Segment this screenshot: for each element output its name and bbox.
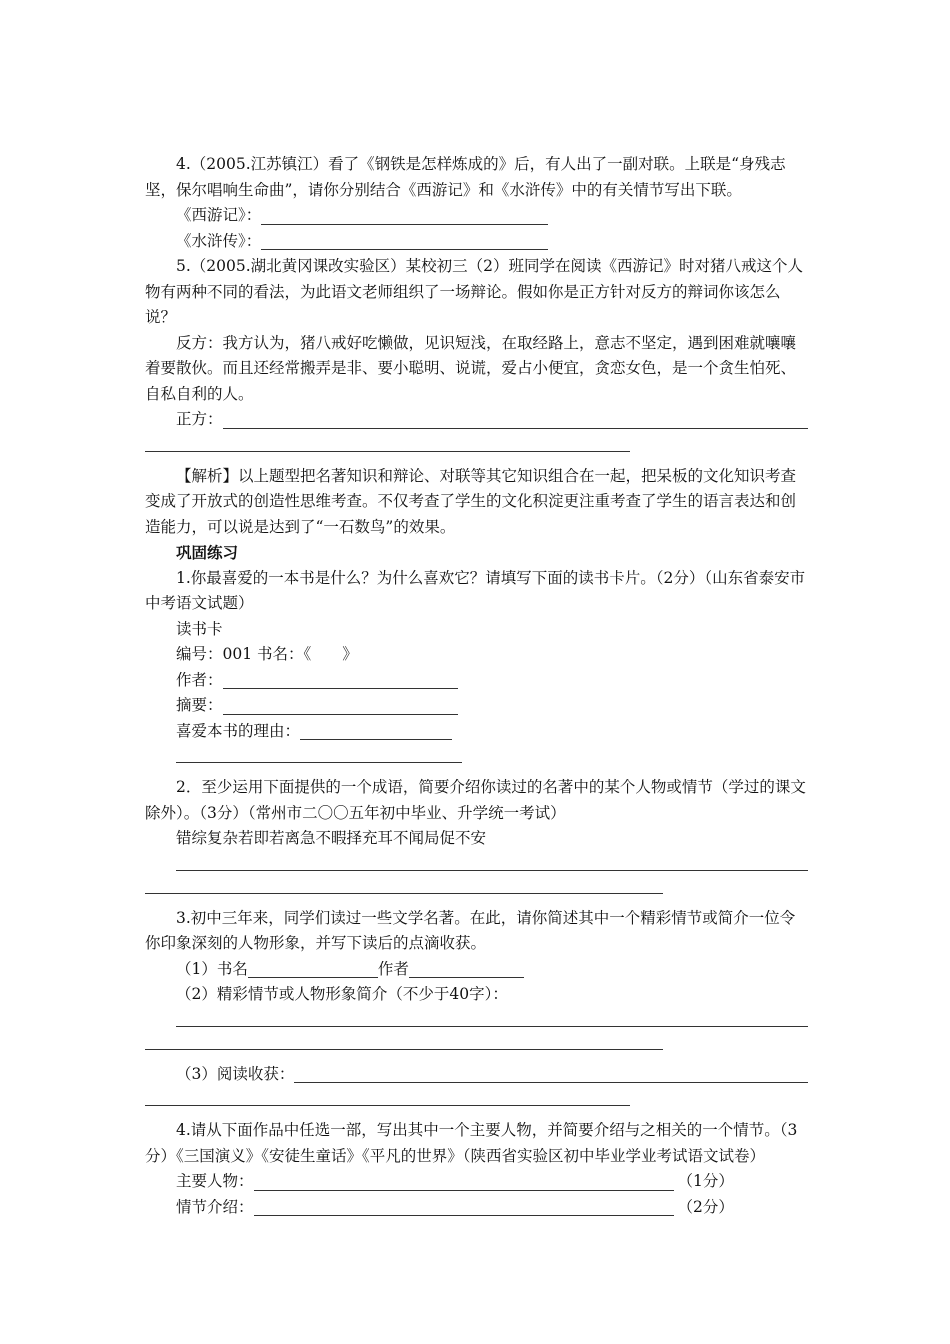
character-answer-line[interactable] xyxy=(254,1172,674,1191)
plot-label: 情节介绍： xyxy=(176,1197,254,1216)
shuihu-answer-row xyxy=(145,229,808,255)
shuihu-label: 《水浒传》： xyxy=(176,231,262,250)
card-reason-line-2[interactable] xyxy=(176,744,462,763)
intro-answer-line[interactable] xyxy=(176,1008,808,1027)
practice-2-text: 2．至少运用下面提供的一个成语，简要介绍你读过的名著中的某个人物或情节（学过的课文除外）。（3分）（常州市二〇〇五年初中毕业、升学统一考试） xyxy=(145,778,806,822)
practice-4-text: 4.请从下面作品中任选一部，写出其中一个主要人物，并简要介绍与之相关的一个情节。（3分）《三国演义》《安徒生童话》《平凡的世界》（陕西省实验区初中毕业学业考试语文试卷） xyxy=(145,1121,798,1165)
gain-answer-line-2[interactable] xyxy=(145,1087,630,1106)
card-summary-label: 摘要： xyxy=(176,696,223,714)
document-page xyxy=(145,152,808,1220)
plot-row xyxy=(145,1195,808,1221)
analysis-paragraph: 【解析】以上题型把名著知识和辩论、对联等其它知识组合在一起，把呆板的文化知识考查变成了开放式的创造性思维考查。不仅考查了学生的文化积淀更注重考查了学生的语言表达和创造能力，可以说是达到了“一石数鸟”的效果。 xyxy=(145,466,797,536)
practice-2-answer-line-2[interactable] xyxy=(145,875,663,894)
idiom-list: 错综复杂若即若离急不暇择充耳不闻局促不安 xyxy=(176,829,487,847)
card-author-row xyxy=(145,668,808,694)
xiyouji-answer-row xyxy=(145,203,808,229)
practice-1-text: 1.你最喜爱的一本书是什么？为什么喜欢它？请填写下面的读书卡片。（2分）（山东省泰安市中考语文试题） xyxy=(145,568,806,612)
zhengfang-answer-line-2[interactable] xyxy=(145,433,630,452)
intro-label: （2）精彩情节或人物形象简介（不少于40字）： xyxy=(176,985,508,1003)
zhengfang-label: 正方： xyxy=(176,410,223,428)
gain-answer-line[interactable] xyxy=(294,1064,808,1083)
card-reason-line[interactable] xyxy=(300,721,452,740)
shuihu-answer-line[interactable] xyxy=(261,231,548,250)
card-reason-row xyxy=(145,719,808,745)
card-author-label: 作者： xyxy=(176,670,223,689)
gain-label: （3）阅读收获： xyxy=(176,1064,295,1083)
character-row xyxy=(145,1169,808,1195)
character-label: 主要人物： xyxy=(176,1172,254,1190)
plot-score: （2分） xyxy=(677,1197,734,1216)
book-author-label: 作者 xyxy=(377,959,409,978)
practice-2-answer-line[interactable] xyxy=(176,852,808,871)
card-author-line[interactable] xyxy=(223,670,458,689)
practice-heading: 巩固练习 xyxy=(176,543,239,562)
intro-answer-line-2[interactable] xyxy=(145,1031,663,1050)
xiyouji-label: 《西游记》： xyxy=(176,206,262,224)
xiyouji-answer-line[interactable] xyxy=(261,206,548,225)
practice-3-text: 3.初中三年来，同学们读过一些文学名著。在此，请你简述其中一个精彩情节或简介一位令你印象深刻的人物形象，并写下读后的点滴收获。 xyxy=(145,908,796,952)
fanfang-argument: 反方：我方认为，猪八戒好吃懒做，见识短浅，在取经路上，意志不坚定，遇到困难就嚷嚷着要散伙。而且还经常搬弄是非、要小聪明、说谎，爱占小便宜，贪恋女色，是一个贪生怕死、自私自利的人。 xyxy=(145,333,797,403)
zhengfang-answer-line[interactable] xyxy=(223,410,808,429)
question-4-text: 4.（2005.江苏镇江）看了《钢铁是怎样炼成的》后，有人出了一副对联。上联是“身残志坚，保尔唱响生命曲”，请你分别结合《西游记》和《水浒传》中的有关情节写出下联。 xyxy=(145,155,786,199)
book-name-label: （1）书名 xyxy=(176,959,248,978)
question-5-text: 5.（2005.湖北黄冈课改实验区）某校初三（2）班同学在阅读《西游记》时对猪八戒这个人物有两种不同的看法，为此语文老师组织了一场辩论。假如你是正方针对反方的辩词你该怎么说？ xyxy=(145,257,804,326)
reading-card-title: 读书卡 xyxy=(176,619,223,638)
book-author-line[interactable] xyxy=(409,959,524,978)
character-score: （1分） xyxy=(677,1172,734,1190)
book-author-row xyxy=(145,957,808,983)
zhengfang-answer-row xyxy=(145,407,808,433)
plot-answer-line[interactable] xyxy=(254,1197,674,1216)
reading-card-number: 编号：001 书名：《 》 xyxy=(176,645,358,663)
book-name-line[interactable] xyxy=(248,959,378,978)
card-reason-label: 喜爱本书的理由： xyxy=(176,721,301,740)
card-summary-row xyxy=(145,693,808,719)
card-summary-line[interactable] xyxy=(223,696,458,715)
gain-row xyxy=(145,1062,808,1088)
